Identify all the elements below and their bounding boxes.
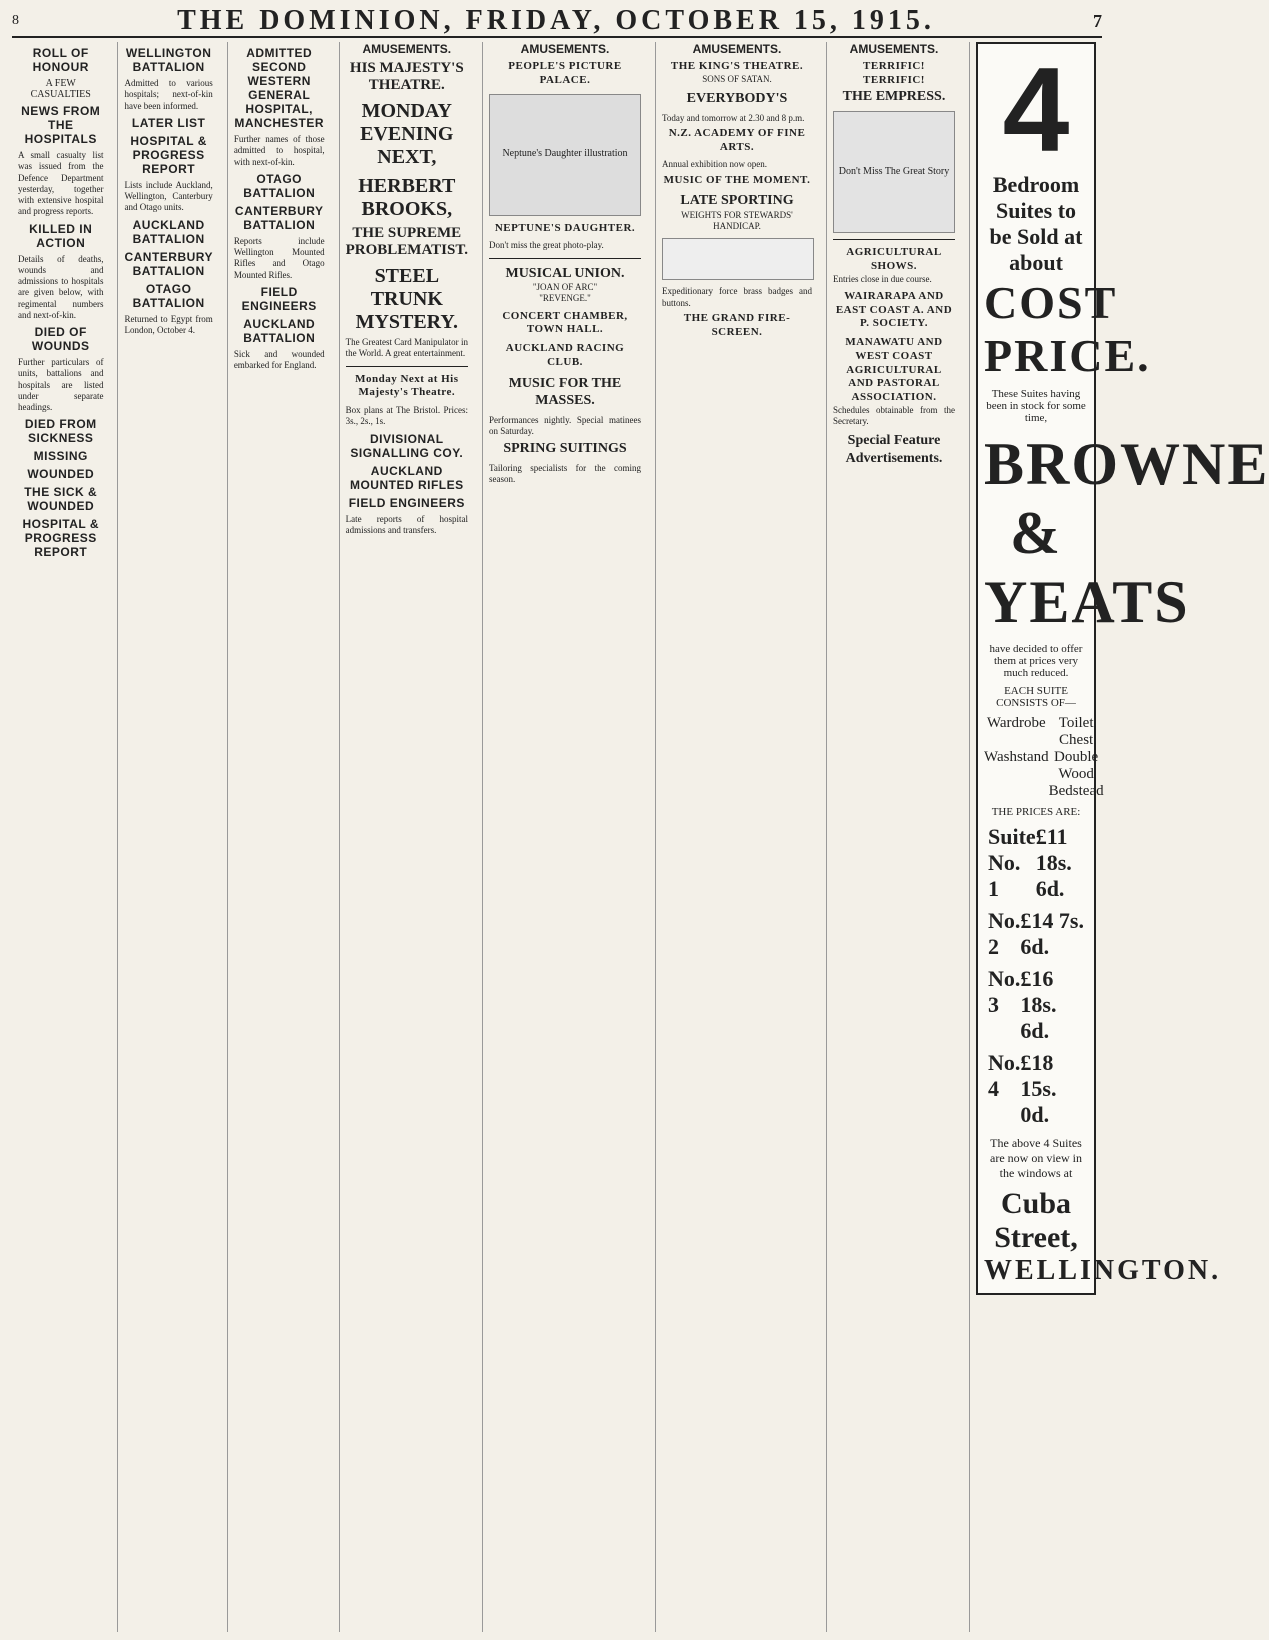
musical-union-title: MUSICAL UNION. <box>505 265 625 281</box>
col5-para-3: Tailoring specialists for the coming season. <box>489 462 641 484</box>
column-battalions-2 <box>227 42 331 1632</box>
music-moment-title: MUSIC OF THE MOMENT. <box>663 173 811 186</box>
column-feature-ad <box>969 42 1269 1632</box>
spring-suitings-title: SPRING SUITINGS <box>503 441 627 456</box>
concert-chamber-title: CONCERT CHAMBER, TOWN HALL. <box>502 309 628 336</box>
agri-title: AGRICULTURAL SHOWS. <box>846 246 942 272</box>
column-amusements-1 <box>339 42 474 1632</box>
column-roll-of-honour <box>12 42 109 1632</box>
wairarapa-title: WAIRARAPA AND EAST COAST A. AND P. SOCIETY. <box>835 289 953 330</box>
otago-battalion-2: OTAGO BATTALION <box>132 281 205 310</box>
browne-yeats-logo: BROWNE & YEATS <box>984 431 1269 635</box>
joan-of-arc: "JOAN OF ARC" <box>532 282 598 292</box>
col2-para-3: Returned to Egypt from London, October 4. <box>124 313 213 335</box>
manawatu-title: MANAWATU AND WEST COAST AGRICULTURAL AND PASTORAL ASSOCIATION. <box>845 336 943 403</box>
columns <box>12 42 1269 1632</box>
col7-para-2: Schedules obtainable from the Secretary. <box>833 404 955 426</box>
section-wounded: WOUNDED <box>27 467 95 482</box>
agri-shows <box>833 246 955 285</box>
manawatu-ad <box>833 336 955 427</box>
price-value: £11 18s. 6d. <box>1035 824 1072 901</box>
section-progress-report: HOSPITAL & PROGRESS REPORT <box>22 517 100 560</box>
dont-miss-illustration-icon <box>833 111 955 233</box>
peoples-picture-palace-ad <box>489 60 641 235</box>
price-label: No. 4 <box>988 1050 1021 1101</box>
stock-note: These Suites having been in stock for some time, <box>986 388 1086 424</box>
monday-evening-next: MONDAY EVENING NEXT, <box>360 100 454 168</box>
monday-next-ad <box>346 373 468 401</box>
price-label: No. 3 <box>988 966 1021 1017</box>
revenge: "REVENGE." <box>539 293 591 304</box>
item-wardrobe: Wardrobe <box>986 715 1046 731</box>
wellington: WELLINGTON. <box>984 1255 1222 1286</box>
music-masses-ad <box>489 375 641 410</box>
column-amusements-2 <box>482 42 647 1632</box>
dont-miss-caption: Don't Miss The Great Story <box>838 165 950 177</box>
everybodys-ad <box>662 90 812 108</box>
sons-of-satan: SONS OF SATAN. <box>702 73 772 84</box>
prices-title: THE PRICES ARE: <box>991 806 1081 818</box>
col3-para-1: Further names of those admitted to hospital, with next-of-kin. <box>233 134 325 167</box>
page-number-left: 8 <box>12 13 19 28</box>
music-masses-title: MUSIC FOR THE MASSES. <box>508 375 622 408</box>
section-died-sickness: DIED FROM SICKNESS <box>24 417 97 446</box>
item-bedstead: Double Wood Bedstead <box>1048 749 1104 799</box>
auckland-battalion-2: AUCKLAND BATTALION <box>132 217 205 246</box>
col7-para-1: Entries close in due course. <box>833 273 932 284</box>
bedroom-suites-title: Bedroom Suites to be Sold at about <box>989 172 1083 275</box>
cost-price: COST PRICE. <box>984 277 1151 381</box>
divider <box>489 258 641 259</box>
col4-para-1: The Greatest Card Manipulator in the World. A great entertainment. <box>345 337 468 359</box>
supreme-problematist: THE SUPREME PROBLEMATIST. <box>345 225 468 258</box>
price-row <box>988 966 1084 1044</box>
neptune-caption: Neptune's Daughter illustration <box>502 148 628 160</box>
price-value: £18 15s. 0d. <box>1020 1050 1057 1127</box>
admitted-manchester: ADMITTED SECOND WESTERN GENERAL HOSPITAL, MANCHESTER <box>234 46 325 130</box>
otago-battalion-3: OTAGO BATTALION <box>243 171 316 200</box>
cannon-illustration-icon <box>662 238 814 280</box>
column-amusements-4 <box>826 42 961 1632</box>
monday-next-headline: Monday Next at His Majesty's Theatre. <box>355 372 459 399</box>
divider <box>346 366 468 367</box>
weights-stewards: WEIGHTS FOR STEWARDS' HANDICAP. <box>681 209 793 231</box>
spring-suitings-ad <box>489 440 641 458</box>
fire-screen-ad <box>662 312 812 340</box>
page-number-right: 7 <box>1093 10 1102 31</box>
auckland-battalion-3: AUCKLAND BATTALION <box>243 316 316 345</box>
canterbury-battalion-3: CANTERBURY BATTALION <box>234 203 324 232</box>
col2-para-1: Admitted to various hospitals; next-of-kin have been informed. <box>124 78 213 111</box>
kings-theatre-title: THE KING'S THEATRE. <box>670 60 804 72</box>
special-feature-banner <box>833 432 955 467</box>
the-empress: THE EMPRESS. <box>842 88 946 104</box>
hospitals-news-title: NEWS FROM THE HOSPITALS <box>21 104 101 146</box>
roll-of-honour-subtitle: A FEW CASUALTIES <box>30 78 91 100</box>
hospital-progress-2: HOSPITAL & PROGRESS REPORT <box>130 133 207 176</box>
price-label: No. 2 <box>988 908 1021 959</box>
bedroom-suites-ad <box>976 42 1269 1295</box>
four-numeral: 4 <box>1002 43 1070 177</box>
col3-para-3: Sick and wounded embarked for England. <box>233 348 325 370</box>
neptune-title: NEPTUNE'S DAUGHTER. <box>494 221 636 234</box>
amusements-banner-3: AMUSEMENTS. <box>692 42 782 56</box>
view-note: The above 4 Suites are now on view in the windows at <box>990 1136 1082 1180</box>
amusements-banner-4: AMUSEMENTS. <box>849 42 939 56</box>
price-value: £14 7s. 6d. <box>1020 908 1084 959</box>
price-label: Suite No. 1 <box>988 824 1036 901</box>
racing-club-ad <box>489 342 641 370</box>
his-majestys-theatre: HIS MAJESTY'S THEATRE. <box>349 60 464 93</box>
col6-para-1: Today and tomorrow at 2.30 and 8 p.m. <box>662 112 805 123</box>
section-sick-wounded: THE SICK & WOUNDED <box>24 485 98 514</box>
died-wounds-paragraph: Further particulars of units, battalions and hospitals are listed under separate headings. <box>18 357 104 412</box>
reduced-note: have decided to offer them at prices very much reduced. <box>989 643 1083 679</box>
col6-para-2: Annual exhibition now open. <box>662 159 767 170</box>
wellington-battalion: WELLINGTON BATTALION <box>125 46 212 74</box>
col6-para-3: Expeditionary force brass badges and buttons. <box>662 286 812 308</box>
fire-screen-title: THE GRAND FIRE-SCREEN. <box>683 311 791 338</box>
auckland-mounted-rifles: AUCKLAND MOUNTED RIFLES <box>349 463 464 492</box>
col3-para-2: Reports include Wellington Mounted Rifles and Otago Mounted Rifles. <box>233 235 325 280</box>
canterbury-battalion-2: CANTERBURY BATTALION <box>124 249 214 278</box>
price-row <box>988 824 1084 902</box>
divider <box>833 239 955 240</box>
column-battalions-1 <box>117 42 218 1632</box>
herbert-brooks: HERBERT BROOKS, <box>358 175 456 220</box>
racing-club-title: AUCKLAND RACING CLUB. <box>505 342 625 368</box>
late-sporting-title: LATE SPORTING <box>680 193 794 209</box>
musical-union-ad <box>489 265 641 305</box>
section-killed: KILLED IN ACTION <box>29 221 93 250</box>
item-toilet-chest: Toilet Chest <box>1058 715 1094 748</box>
academy-title: N.Z. ACADEMY OF FINE ARTS. <box>668 126 806 153</box>
intro-paragraph: A small casualty list was issued from the Defence Department yesterday, together with extensive hospital and progress reports. <box>18 150 104 217</box>
each-suite-consists: EACH SUITE CONSISTS OF— <box>996 685 1076 709</box>
masthead-title: THE DOMINION, FRIDAY, OCTOBER 15, 1915. <box>177 5 935 36</box>
music-moment-ad <box>662 174 812 188</box>
item-washstand: Washstand <box>984 749 1049 765</box>
col2-para-2: Lists include Auckland, Wellington, Canterbury and Otago units. <box>124 179 213 213</box>
cuba-street: Cuba Street, <box>994 1187 1078 1254</box>
col4-para-2: Box plans at The Bristol. Prices: 3s., 2s., 1s. <box>345 405 468 427</box>
col5-para-1: Don't miss the great photo-play. <box>489 240 604 251</box>
col4-para-3: Late reports of hospital admissions and transfers. <box>345 513 468 535</box>
price-row <box>988 1050 1084 1128</box>
masthead <box>12 6 1102 38</box>
prices-list <box>984 824 1088 1128</box>
amusements-banner-2: AMUSEMENTS. <box>520 42 610 56</box>
column-amusements-3 <box>655 42 818 1632</box>
kings-theatre-ad <box>662 60 812 85</box>
academy-ad <box>662 127 812 155</box>
wairarapa-ad <box>833 290 955 331</box>
field-engineers-3: FIELD ENGINEERS <box>241 284 317 313</box>
amusements-banner-1: AMUSEMENTS. <box>362 42 452 56</box>
everybodys-title: EVERYBODY'S <box>686 91 788 106</box>
field-engineers-4: FIELD ENGINEERS <box>348 495 465 510</box>
suite-items <box>984 715 1104 800</box>
col5-para-2: Performances nightly. Special matinees on Saturday. <box>489 414 641 436</box>
divisional-signalling: DIVISIONAL SIGNALLING COY. <box>350 431 464 460</box>
neptune-illustration-icon <box>489 94 641 216</box>
terrific: TERRIFIC! TERRIFIC! <box>863 60 925 86</box>
price-value: £16 18s. 6d. <box>1020 966 1057 1043</box>
late-sporting <box>662 192 812 232</box>
price-row <box>988 908 1084 960</box>
concert-chamber-ad <box>489 310 641 338</box>
special-feature-title: Special Feature Advertisements. <box>845 433 943 466</box>
empress-ad <box>833 60 955 233</box>
steel-trunk-mystery: STEEL TRUNK MYSTERY. <box>355 265 459 333</box>
peoples-picture-palace-title: PEOPLE'S PICTURE PALACE. <box>508 60 622 86</box>
killed-paragraph: Details of deaths, wounds and admissions to hospitals are given below, with regimental numbers and next-of-kin. <box>18 253 104 320</box>
section-died-wounds: DIED OF WOUNDS <box>31 325 90 353</box>
section-missing: MISSING <box>33 449 88 464</box>
roll-of-honour-title: ROLL OF HONOUR <box>32 46 89 74</box>
later-list: LATER LIST <box>131 115 206 130</box>
